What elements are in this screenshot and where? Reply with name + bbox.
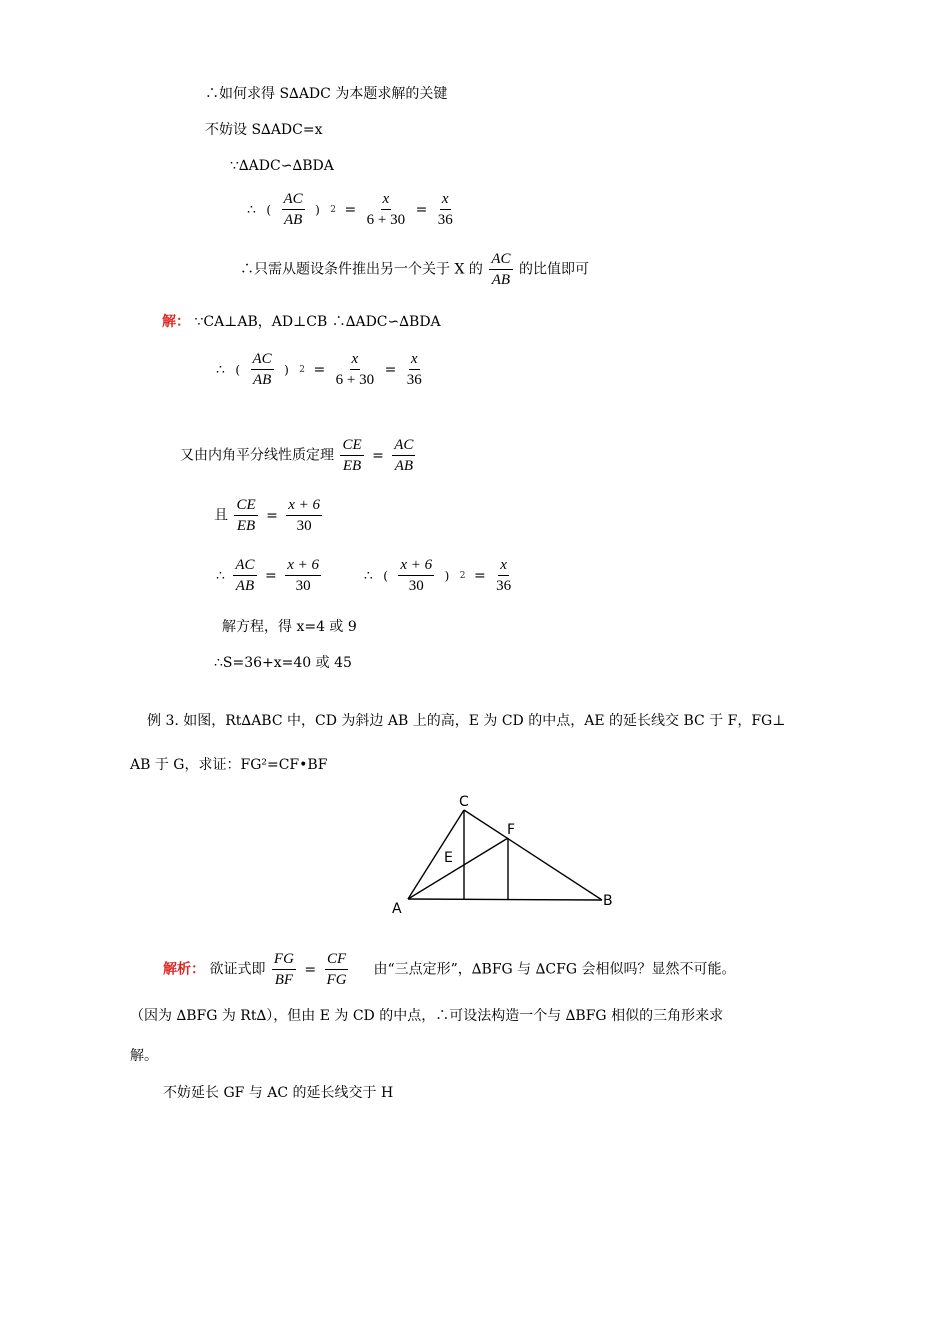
fraction-x-36: $\frac{x}{36}$ xyxy=(496,557,512,594)
label-f: F xyxy=(507,822,516,838)
line-need-ratio: ∴只需从题设条件推出另一个关于 X 的 $\frac{AC}{AB}$ 的比值即可 xyxy=(240,251,589,288)
line-result: ∴S=36+x=40 或 45 xyxy=(214,655,352,671)
line-bisector-theorem: 又由内角平分线性质定理 $\frac{CE}{EB}$ = $\frac{AC}{AB}$ xyxy=(180,437,414,474)
label-e: E xyxy=(444,850,453,866)
solution-label: 解： xyxy=(162,314,190,330)
label-c: C xyxy=(459,794,469,810)
fraction-ac-ab: $\frac{AC}{AB}$ xyxy=(252,351,272,388)
analysis-label: 解析： xyxy=(163,961,205,978)
analysis-line-4: 不妨延长 GF 与 AC 的延长线交于 H xyxy=(163,1085,394,1101)
fraction-x6-30: $\frac{x + 6}{30}$ xyxy=(287,557,319,594)
fraction-x-36sum: $\frac{x}{6 + 30}$ xyxy=(366,191,406,228)
fraction-ce-eb: $\frac{CE}{EB}$ xyxy=(342,437,362,474)
analysis-line-3: 解。 xyxy=(130,1048,158,1064)
fraction-cf-fg: $\frac{CF}{FG}$ xyxy=(326,951,347,988)
segment-cb xyxy=(464,810,602,900)
line-solve: 解方程，得 x=4 或 9 xyxy=(222,619,357,635)
fraction-x6-30: $\frac{x + 6}{30}$ xyxy=(288,497,321,534)
segment-ab xyxy=(408,899,602,900)
solution-line: 解： ∵CA⊥AB，AD⊥CB ∴∆ADC∽∆BDA xyxy=(162,314,441,330)
segment-ac xyxy=(408,810,464,899)
fraction-x6-30: $\frac{x + 6}{30}$ xyxy=(400,557,433,594)
fraction-ac-ab: $\frac{AC}{AB}$ xyxy=(235,557,255,594)
fraction-fg-bf: $\frac{FG}{BF}$ xyxy=(273,951,294,988)
fraction-x-36sum: $\frac{x}{6 + 30}$ xyxy=(335,351,375,388)
line-and: 且 $\frac{CE}{EB}$ = $\frac{x + 6}{30}$ xyxy=(214,497,321,534)
line-substitute: ∴ $\frac{AC}{AB}$ = $\frac{x + 6}{30}$ ∴ ( $\frac{x + 6}{30}$ ) 2 = $\frac{x}{36}$ xyxy=(216,557,512,594)
fraction-x-36: $\frac{x}{36}$ xyxy=(406,351,422,388)
analysis-line-2: （因为 ∆BFG 为 Rt∆），但由 E 为 CD 的中点，∴可设法构造一个与 ∆BFG 相似的三角形来求 xyxy=(130,1008,724,1024)
therefore-symbol: ∴ xyxy=(247,201,256,218)
fraction-ac-ab: $\frac{AC}{AB}$ xyxy=(394,437,414,474)
equation-ratio-1: ∴ ( $\frac{AC}{AB}$ ) 2 = $\frac{x}{6 + 30}$ = $\frac{x}{36}$ xyxy=(247,191,453,228)
line-similar: ∵∆ADC∽∆BDA xyxy=(230,158,334,174)
fraction-ac-ab: $\frac{AC}{AB}$ xyxy=(491,251,511,288)
example-3-line-2: AB 于 G，求证：FG²=CF•BF xyxy=(130,757,328,773)
equation-ratio-2: ∴ ( $\frac{AC}{AB}$ ) 2 = $\frac{x}{6 + 30}$ = $\frac{x}{36}$ xyxy=(216,351,422,388)
fraction-x-36: $\frac{x}{36}$ xyxy=(437,191,453,228)
analysis-line-1: 解析： 欲证式即 $\frac{FG}{BF}$ = $\frac{CF}{FG}$ 由“三点定形”，∆BFG 与 ∆CFG 会相似吗？显然不可能。 xyxy=(163,951,736,988)
segment-af xyxy=(408,838,508,899)
label-a: A xyxy=(392,901,402,917)
fraction-ce-eb: $\frac{CE}{EB}$ xyxy=(236,497,256,534)
line-key-point: ∴如何求得 S∆ADC 为本题求解的关键 xyxy=(205,86,448,102)
label-b: B xyxy=(603,893,613,909)
line-assume-x: 不妨设 S∆ADC=x xyxy=(205,122,323,138)
fraction-ac-ab: $\frac{AC}{AB}$ xyxy=(283,191,303,228)
triangle-figure xyxy=(380,788,630,918)
example-3-line-1: 例 3. 如图，Rt∆ABC 中，CD 为斜边 AB 上的高，E 为 CD 的中点，AE 的延长线交 BC 于 F，FG⊥ xyxy=(147,713,786,729)
